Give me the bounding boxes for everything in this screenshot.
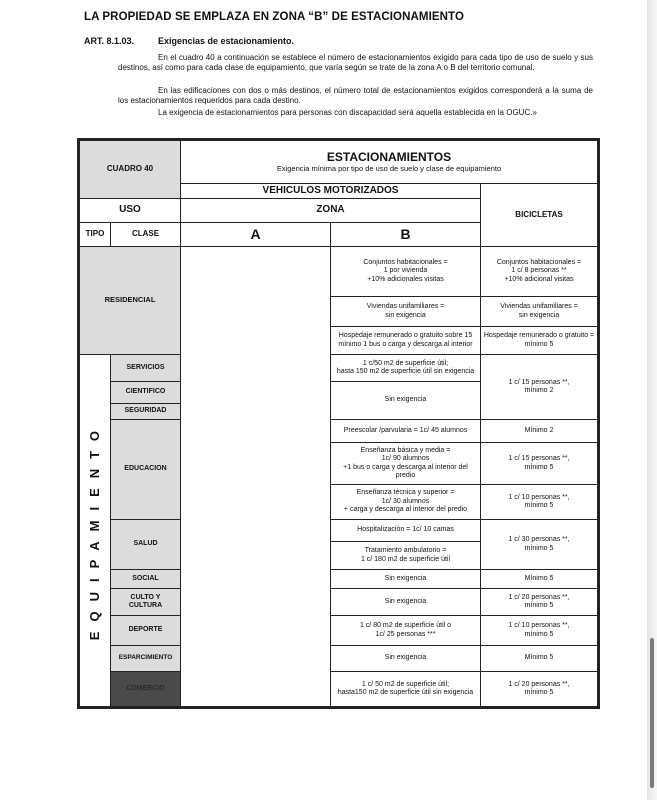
- salud-bike: 1 c/ 30 personas **, mínimo 5: [481, 520, 599, 570]
- vehicles-header: VEHICULOS MOTORIZADOS: [181, 184, 481, 199]
- cuadro-label: CUADRO 40: [79, 140, 181, 199]
- residencial-viviendas-bike: Viviendas unifamiliares = sin exigencia: [481, 297, 599, 327]
- parking-requirements-table: [77, 138, 600, 709]
- equipamiento-label: EQUIPAMIENTO: [86, 420, 102, 641]
- clase-servicios: SERVICIOS: [111, 355, 181, 382]
- comercio-bike: 1 c/ 20 personas **, mínimo 5: [481, 672, 599, 708]
- culto-b: Sin exigencia: [331, 589, 481, 616]
- clase-header: CLASE: [111, 223, 181, 247]
- clase-esparcimiento: ESPARCIMIENTO: [111, 646, 181, 672]
- residencial-hospedaje-b: Hospedaje remunerado o gratuito sobre 15 mínimo 1 bus o carga y descarga al interior: [331, 327, 481, 355]
- table-title-cell: [181, 140, 599, 184]
- educacion-basica-b: Enseñanza básica y media = 1c/ 90 alumnos +1 bus o carga y descarga al interior del predio: [331, 443, 481, 485]
- clase-cientifico: CIENTIFICO: [111, 382, 181, 404]
- clase-social: SOCIAL: [111, 570, 181, 589]
- paragraph-2: En las edificaciones con dos o más destinos, el número total de estacionamientos exigidos corresponderá a la suma de los estacionamientos requeridos para cada destino.: [118, 86, 593, 106]
- zone-a-column: [181, 247, 331, 708]
- uso-header: USO: [79, 199, 181, 223]
- culto-bike: 1 c/ 20 personas **, mínimo 5: [481, 589, 599, 616]
- vertical-scrollbar[interactable]: [650, 638, 654, 788]
- article-number: ART. 8.1.03.: [84, 36, 135, 46]
- educacion-preescolar-bike: Mínimo 2: [481, 420, 599, 443]
- clase-educacion: EDUCACION: [111, 420, 181, 520]
- bicycles-header: BICICLETAS: [481, 184, 599, 247]
- educacion-tecnica-bike: 1 c/ 10 personas **, mínimo 5: [481, 485, 599, 520]
- equipamiento-label-cell: [79, 355, 111, 708]
- paragraph-1: En el cuadro 40 a continuación se establece el número de estacionamientos exigido para cada tipo de uso de suelo y sus destinos, así como para cada clase de equipamiento, que varía según se trate de la zona A o B del territorio comunal.: [118, 53, 593, 73]
- esparcimiento-bike: Mínimo 5: [481, 646, 599, 672]
- zone-a-header: A: [181, 223, 331, 247]
- clase-deporte: DEPORTE: [111, 616, 181, 646]
- zone-b-header: B: [331, 223, 481, 247]
- educacion-basica-bike: 1 c/ 15 personas **, mínimo 5: [481, 443, 599, 485]
- zona-header: ZONA: [181, 199, 481, 223]
- clase-culto-cultura: CULTO Y CULTURA: [111, 589, 181, 616]
- article-title: Exigencias de estacionamiento.: [158, 36, 295, 46]
- table-title: ESTACIONAMIENTOS: [326, 150, 452, 164]
- residencial-conjuntos-bike: Conjuntos habitacionales = 1 c/ 8 personas ** +10% adicional visitas: [481, 247, 599, 297]
- residencial-hospedaje-bike: Hospedaje remunerado o gratuito = mínimo 5: [481, 327, 599, 355]
- clase-comercio: COMERCIO: [111, 672, 181, 708]
- salud-ambulatorio-b: Tratamiento ambulatorio = 1 c/ 180 m2 de superficie útil: [331, 542, 481, 570]
- servicios-cientifico-bike: 1 c/ 15 personas **, mínimo 2: [481, 355, 599, 420]
- cientifico-b: Sin exigencia: [331, 382, 481, 420]
- deporte-b: 1 c/ 80 m2 de superficie útil o 1c/ 25 personas ***: [331, 616, 481, 646]
- tipo-header: TIPO: [79, 223, 111, 247]
- residencial-viviendas-b: Viviendas unifamiliares = sin exigencia: [331, 297, 481, 327]
- educacion-tecnica-b: Enseñanza técnica y superior = 1c/ 30 alumnos + carga y descarga al interior del predio: [331, 485, 481, 520]
- clase-seguridad: SEGURIDAD: [111, 404, 181, 420]
- document-heading: LA PROPIEDAD SE EMPLAZA EN ZONA “B” DE ESTACIONAMIENTO: [84, 11, 465, 23]
- clase-salud: SALUD: [111, 520, 181, 570]
- salud-hospitalizacion-b: Hospitalización = 1c/ 10 camas: [331, 520, 481, 542]
- table-subtitle: Exigencia mínima por tipo de uso de suelo y clase de equipamiento: [276, 164, 502, 173]
- residencial-conjuntos-b: Conjuntos habitacionales = 1 por vivienda +10% adicionales visitas: [331, 247, 481, 297]
- social-bike: Mínimo 5: [481, 570, 599, 589]
- comercio-b: 1 c/ 50 m2 de superficie útil; hasta150 m2 de superficie útil sin exigencia: [331, 672, 481, 708]
- residencial-label: RESIDENCIAL: [79, 247, 181, 355]
- paragraph-3: La exigencia de estacionamientos para personas con discapacidad será aquella establecida en la OGUC.»: [158, 108, 537, 117]
- educacion-preescolar-b: Preescolar /parvularia = 1c/ 45 alumnos: [331, 420, 481, 443]
- servicios-b: 1 c/50 m2 de superficie útil; hasta 150 m2 de superficie útil sin exigencia: [331, 355, 481, 382]
- social-b: Sin exigencia: [331, 570, 481, 589]
- deporte-bike: 1 c/ 10 personas **, mínimo 5: [481, 616, 599, 646]
- esparcimiento-b: Sin exigencia: [331, 646, 481, 672]
